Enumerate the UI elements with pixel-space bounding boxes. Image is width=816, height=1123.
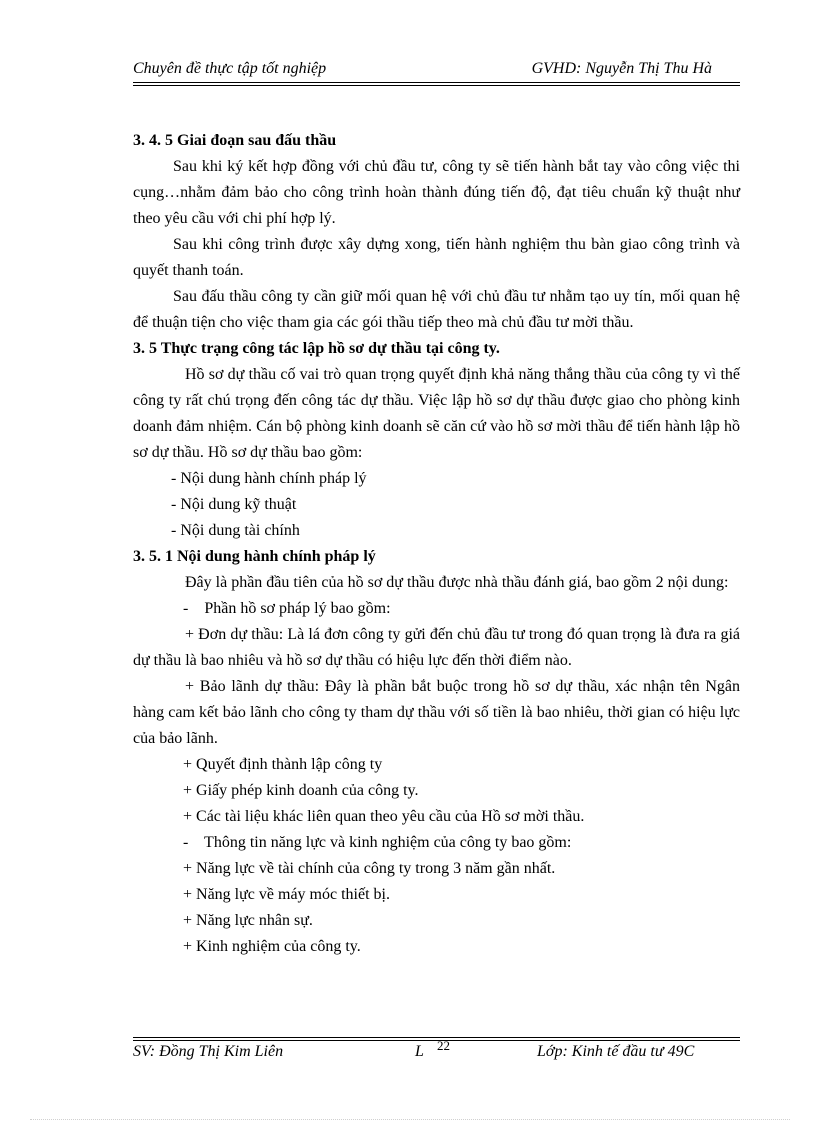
- list-item: + Kinh nghiệm của công ty.: [183, 938, 361, 955]
- paragraph: Sau khi ký kết hợp đồng với chủ đầu tư, công ty sẽ tiến hành bắt tay vào công việc thi cụng…nhằm đảm bảo cho công trình hoàn thành đúng tiến độ, đạt tiêu chuẩn kỹ thuật như theo yêu cầu với chi phí hợp lý.: [133, 158, 740, 227]
- list-item: + Năng lực về tài chính của công ty trong 3 năm gần nhất.: [183, 860, 556, 877]
- page-footer: [133, 1038, 740, 1067]
- list-item: + Năng lực về máy móc thiết bị.: [183, 886, 390, 903]
- footer-page-prefix: L: [415, 1043, 424, 1060]
- list-item: + Giấy phép kinh doanh của công ty.: [183, 782, 419, 799]
- list-item: + Các tài liệu khác liên quan theo yêu cầu của Hồ sơ mời thầu.: [183, 808, 585, 825]
- paragraph: Đây là phần đầu tiên của hồ sơ dự thầu được nhà thầu đánh giá, bao gồm 2 nội dung:: [185, 574, 729, 591]
- page-body: [133, 128, 740, 960]
- footer-student: SV: Đồng Thị Kim Liên: [133, 1043, 284, 1060]
- paragraph: Hồ sơ dự thầu cố vai trò quan trọng quyết định khả năng thắng thầu của công ty vì thế công ty rất chú trọng đến công tác dự thầu. Việc lập hồ sơ dự thầu được giao cho phòng kinh doanh đảm nhiệm. Cán bộ phòng kinh doanh sẽ căn cứ vào hồ sơ mời thầu để tiến hành lập hồ sơ dự thầu. Hồ sơ dự thầu bao gồm:: [133, 366, 740, 461]
- header-rule-double: [133, 85, 740, 86]
- list-item: - Nội dung kỹ thuật: [171, 496, 297, 513]
- page-header: [133, 58, 740, 84]
- list-item: - Nội dung tài chính: [171, 522, 300, 539]
- page-number: 22: [437, 1038, 450, 1053]
- sub-list-heading: - Phần hồ sơ pháp lý bao gồm:: [183, 600, 391, 617]
- section-heading-3-4-5: 3. 4. 5 Giai đoạn sau đấu thầu: [133, 132, 337, 149]
- list-item: + Năng lực nhân sự.: [183, 912, 313, 929]
- section-heading-3-5: 3. 5 Thực trạng công tác lập hồ sơ dự thầu tại công ty.: [133, 340, 500, 357]
- header-rule: [133, 82, 740, 83]
- list-item: - Nội dung hành chính pháp lý: [171, 470, 367, 487]
- paragraph: Sau khi công trình được xây dựng xong, tiến hành nghiệm thu bàn giao công trình và quyết thanh toán.: [133, 236, 740, 279]
- page-bottom-dotted-rule: [30, 1119, 790, 1120]
- header-advisor: GVHD: Nguyễn Thị Thu Hà: [531, 60, 712, 77]
- list-item: + Quyết định thành lập công ty: [183, 756, 383, 773]
- sub-list-heading: - Thông tin năng lực và kinh nghiệm của công ty bao gồm:: [183, 834, 572, 851]
- header-left-title: Chuyên đề thực tập tốt nghiệp: [133, 60, 327, 77]
- paragraph: + Bảo lãnh dự thầu: Đây là phần bắt buộc trong hồ sơ dự thầu, xác nhận tên Ngân hàng cam kết bảo lãnh cho công ty tham dự thầu với số tiền là bao nhiêu, thời gian có hiệu lực của bảo lãnh.: [133, 678, 740, 747]
- section-heading-3-5-1: 3. 5. 1 Nội dung hành chính pháp lý: [133, 548, 376, 565]
- paragraph: + Đơn dự thầu: Là lá đơn công ty gửi đến chủ đầu tư trong đó quan trọng là đưa ra giá dự thầu là bao nhiêu và hồ sơ dự thầu có hiệu lực đến thời điểm nào.: [133, 626, 740, 669]
- paragraph: Sau đấu thầu công ty cần giữ mối quan hệ với chủ đầu tư nhằm tạo uy tín, mối quan hệ để thuận tiện cho việc tham gia các gói thầu tiếp theo mà chủ đầu tư mời thầu.: [133, 288, 740, 331]
- footer-class: Lớp: Kinh tế đầu tư 49C: [537, 1043, 695, 1060]
